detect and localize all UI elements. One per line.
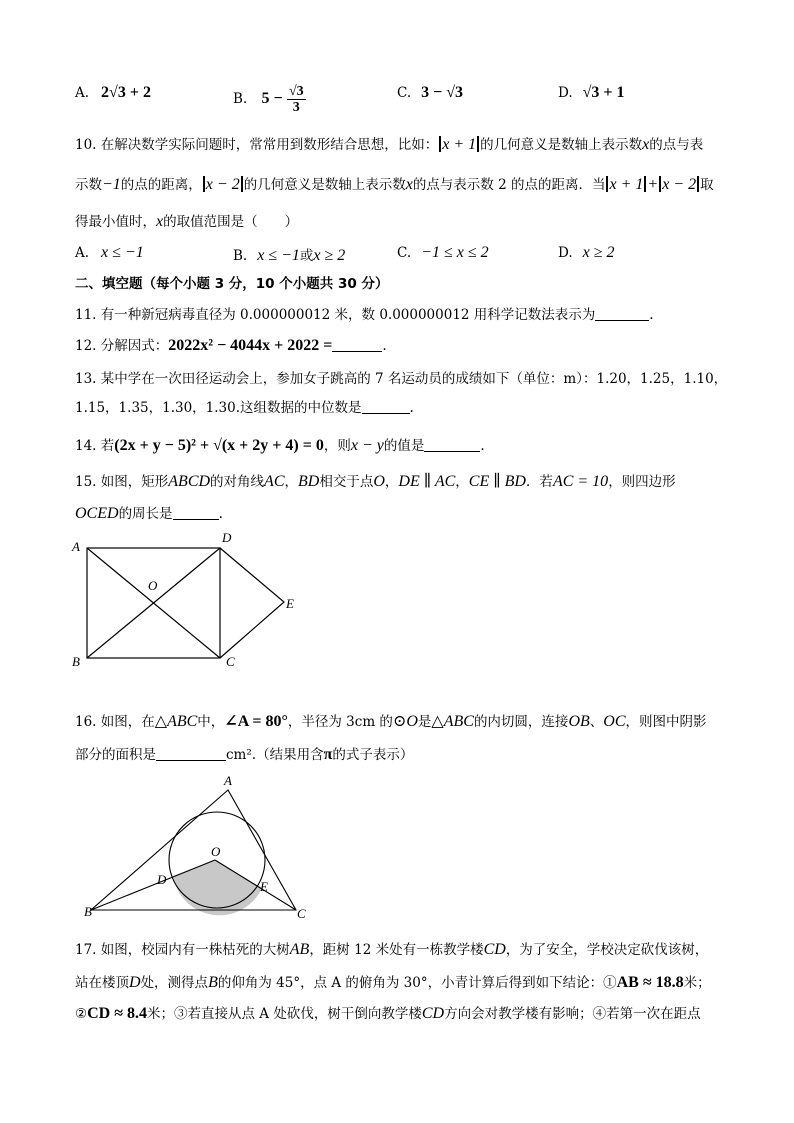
q10-line2: 示数−1的点的距离， x − 2 的几何意义是数轴上表示数x的点与表示数 2 的点的距离．当 x + 1 + x − 2 取 (75, 176, 714, 193)
shaded-sector (173, 860, 262, 915)
q16-line2: 部分的面积是 cm².（结果用含π的式子表示） (75, 746, 414, 763)
q13-answer-blank[interactable] (362, 399, 410, 414)
section-title: 二、填空题（每个小题 3 分，10 个小题共 30 分） (75, 276, 389, 292)
q13-line1: 13. 某中学在一次田径运动会上，参加女子跳高的 7 名运动员的成绩如下（单位：m）：1.20，1.25，1.10， (75, 371, 728, 387)
label-e: E (286, 596, 294, 611)
q10-option-a: A. x ≤ −1 (75, 244, 144, 261)
q12: 12. 分解因式：2022x² − 4044x + 2022 = . (75, 337, 387, 354)
q9-option-c: C. 3 − √3 (397, 84, 464, 101)
figure-15-rectangle (60, 528, 310, 673)
q10-line3: 得最小值时，x的取值范围是（ ） (75, 213, 299, 230)
q10-option-d: D. x ≥ 2 (558, 244, 615, 261)
label-c: C (226, 654, 235, 669)
q12-answer-blank[interactable] (332, 337, 382, 352)
figure-16-incircle (80, 772, 320, 927)
q9-option-b: B. 5 − $\frac{√3}{3}$ (233, 84, 304, 115)
q9-option-a: A. 2√3 + 2 (75, 84, 151, 101)
q11: 11. 有一种新冠病毒直径为 0.000000012 米，数 0.000000012 用科学记数法表示为 . (75, 307, 654, 323)
q15-line1: 15. 如图，矩形ABCD的对角线AC，BD相交于点O，DE ∥ AC，CE ∥ BD．若AC = 10，则四边形 (75, 473, 676, 490)
q13-line2: 1.15，1.35，1.30，1.30.这组数据的中位数是 . (75, 400, 414, 416)
label-c: C (297, 906, 306, 921)
q14-answer-blank[interactable] (424, 437, 480, 452)
q16-answer-blank[interactable] (156, 746, 226, 761)
q9-option-d: D. √3 + 1 (558, 84, 625, 101)
q16-line1: 16. 如图，在△ABC中，∠A = 80°，半径为 3cm 的⊙O是△ABC的内切圆，连接OB、OC，则图中阴影 (75, 713, 707, 730)
q10-option-b: B. x ≤ −1或x ≥ 2 (233, 247, 346, 264)
label-d: D (222, 530, 232, 545)
label-o: O (211, 844, 221, 859)
q15-line2: OCED的周长是 . (75, 505, 223, 522)
q11-answer-blank[interactable] (595, 306, 649, 321)
label-o: O (148, 578, 158, 593)
q17-line2: 站在楼顶D处，测得点B的仰角为 45°，点 A 的俯角为 30°，小青计算后得到如下结论：①AB ≈ 18.8米； (75, 974, 711, 991)
q17-line1: 17. 如图，校园内有一株枯死的大树AB，距树 12 米处有一栋教学楼CD，为了安全，学校决定砍伐该树， (75, 941, 709, 958)
segments-de-ec (220, 548, 284, 658)
label-a: A (72, 539, 80, 554)
label-d: D (157, 872, 167, 887)
label-b: B (84, 904, 92, 919)
q10-option-c: C. −1 ≤ x ≤ 2 (397, 244, 489, 261)
q17-line3: ②CD ≈ 8.4米；③若直接从点 A 处砍伐，树干倒向教学楼CD方向会对教学楼有影响；④若第一次在距点 (75, 1005, 701, 1022)
q14: 14. 若(2x + y − 5)² + √(x + 2y + 4) = 0，则x − y的值是 . (75, 437, 485, 454)
label-b: B (72, 654, 80, 669)
q10-line1: 10. 在解决数学实际问题时，常常用到数形结合思想，比如： x + 1 的几何意义是数轴上表示数x的点与表 (75, 136, 704, 153)
label-a: A (224, 773, 232, 788)
q15-answer-blank[interactable] (173, 505, 219, 520)
label-e: E (260, 879, 268, 894)
